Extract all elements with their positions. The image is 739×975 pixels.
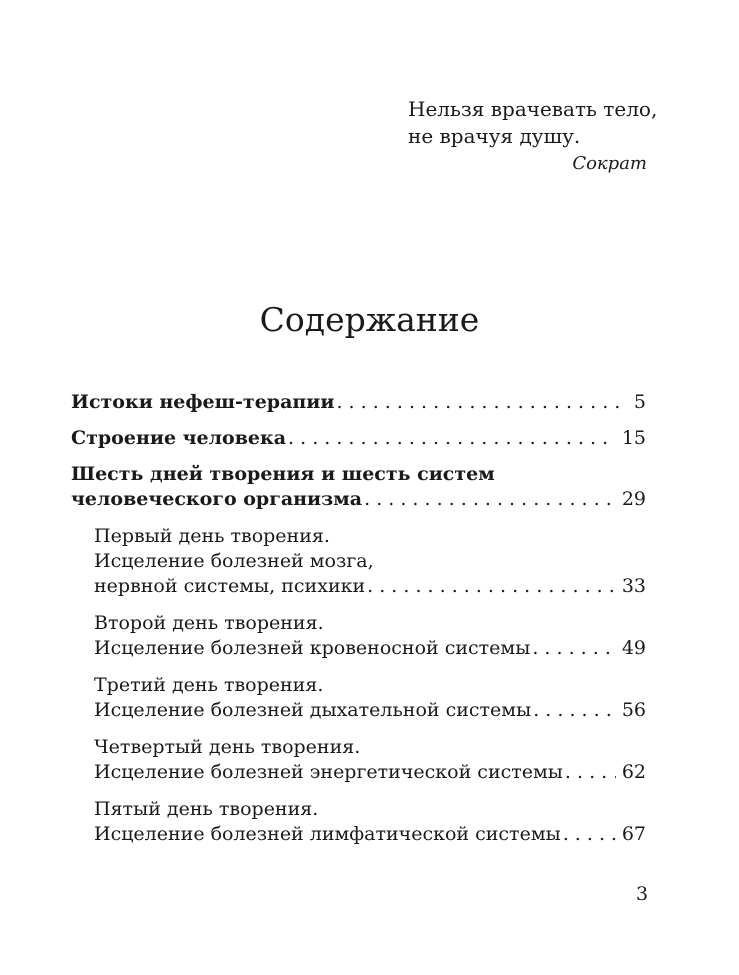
toc-entry-page: 62	[621, 761, 646, 783]
toc-entry	[71, 390, 646, 415]
toc-entry-line: Четвертый день творения.	[94, 736, 361, 758]
epigraph-author: Сократ	[572, 153, 647, 174]
toc-entry	[71, 524, 646, 599]
toc-entry-page: 29	[621, 488, 646, 510]
page-title: Содержание	[259, 300, 480, 339]
toc-entry-label: Исцеление болезней энергетической системы	[94, 761, 563, 783]
epigraph	[408, 96, 658, 178]
toc-entry-page: 33	[621, 575, 646, 597]
toc-entry-line: Второй день творения.	[94, 612, 324, 634]
epigraph-line: Нельзя врачевать тело,	[408, 97, 658, 121]
toc-entry-line: Шесть дней творения и шесть систем	[71, 463, 495, 485]
toc-entry-label: Исцеление болезней лимфатической системы	[94, 823, 561, 845]
toc-leader-dots	[367, 574, 616, 599]
toc-entry	[71, 462, 646, 512]
toc-entry-label: Исцеление болезней кровеносной системы	[94, 637, 531, 659]
epigraph-line: не врачуя душу.	[408, 124, 581, 148]
toc-leader-dots	[336, 390, 627, 415]
toc-entry-label: Истоки нефеш-терапии	[71, 391, 335, 413]
toc-leader-dots	[565, 760, 616, 785]
page-number: 3	[636, 883, 649, 905]
toc-entry-page: 5	[633, 391, 646, 413]
toc-leader-dots	[532, 636, 615, 661]
toc-entry	[71, 611, 646, 661]
toc-entry-line: Исцеление болезней мозга,	[94, 550, 374, 572]
table-of-contents	[71, 390, 646, 847]
toc-entry	[71, 426, 646, 451]
toc-entry	[71, 673, 646, 723]
toc-entry-line: Первый день творения.	[94, 525, 330, 547]
toc-leader-dots	[364, 487, 616, 512]
toc-leader-dots	[288, 426, 616, 451]
toc-entry-page: 56	[621, 699, 646, 721]
toc-entry-page: 49	[621, 637, 646, 659]
toc-entry-label: человеческого организма	[71, 488, 363, 510]
toc-entry	[71, 797, 646, 847]
toc-entry-line: Третий день творения.	[94, 674, 324, 696]
toc-leader-dots	[533, 698, 616, 723]
toc-entry	[71, 735, 646, 785]
toc-entry-page: 15	[621, 427, 646, 449]
toc-entry-label: нервной системы, психики	[94, 575, 366, 597]
toc-leader-dots	[563, 822, 616, 847]
toc-entry-line: Пятый день творения.	[94, 798, 319, 820]
toc-entry-label: Строение человека	[71, 427, 287, 449]
toc-entry-page: 67	[621, 823, 646, 845]
toc-entry-label: Исцеление болезней дыхательной системы	[94, 699, 532, 721]
